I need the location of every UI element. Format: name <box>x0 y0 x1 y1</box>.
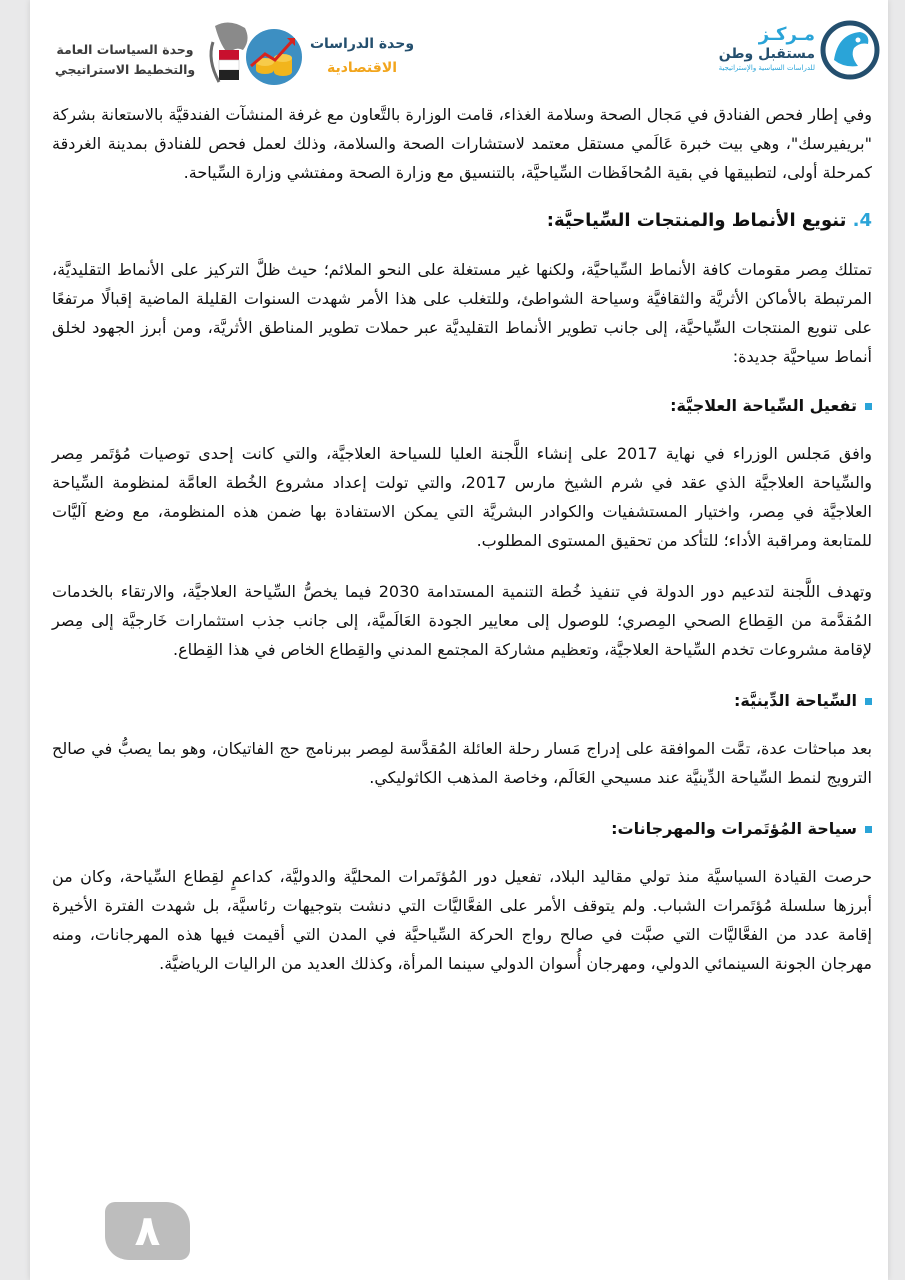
body-paragraph: حرصت القيادة السياسيَّة منذ تولي مقاليد البلاد، تفعيل دور المُؤتَمرات المحليَّة والدوليَّة، كداعمٍ لقِطاع السِّياحة، وكان من أبرزها سلسلة مُؤتَمرات الشباب. ولم يتوقف الأمر على الفعَّاليَّات التي دنشت بتوجيهات رئاسيَّة، بل شهدت الفترة الأخيرة إقامة عدد من الفعَّاليَّات التي صبَّت في صالح رواج الحركة السِّياحيَّة في المدن التي أقيمت فيها هذه المهرجانات، ومنه مهرجان الجونة السينمائي الدولي، ومهرجان أُسوان الدولي سينما المرأة، وكذلك العديد من الراليات الرياضيَّة. <box>52 867 872 973</box>
economic-unit-name-line2: الاقتصادية <box>326 60 398 76</box>
document-page <box>30 0 888 1280</box>
economic-unit-logo <box>245 28 420 88</box>
economic-unit-name-line1: وحدة الدراسات <box>309 36 415 52</box>
page-number-badge: ٨ <box>105 1202 190 1260</box>
center-name-markaz: مـركـز <box>758 24 815 45</box>
section-number: 4. <box>852 210 872 231</box>
falcon-mark-icon <box>820 20 880 80</box>
coins-growth-chart-icon <box>245 28 303 86</box>
square-bullet-icon <box>865 698 872 705</box>
subheading-text: سياحة المُؤتَمرات والمهرجانات: <box>611 819 857 838</box>
policy-unit-name-line1: وحدة السياسات العامة <box>56 42 194 57</box>
subheading-text: تفعيل السِّياحة العلاجيَّة: <box>670 396 857 415</box>
subheading <box>52 814 872 844</box>
policy-unit-name-line2: والتخطيط الاستراتيجي <box>54 62 196 77</box>
section-heading <box>52 205 872 237</box>
page-content <box>52 100 872 978</box>
center-logo <box>710 20 880 84</box>
center-name-main: مستقبل وطن <box>718 46 815 62</box>
policy-unit-logo <box>50 20 260 90</box>
body-paragraph: وفي إطار فحص الفنادق في مَجال الصحة وسلامة الغذاء، قامت الوزارة بالتَّعاون مع غرفة المنشآت الفندقيَّة بالاستعانة بشركة "بريفيرسك"، وهي بيت خبرة عَالَمي مستقل معتمد لاستشارات الصحة والسلامة، وذلك لعمل فحص للفنادق بمدينة الغردقة كمرحلة أولى، لتطبيقها في بقية المُحافَظات السِّياحيَّة، بالتنسيق مع وزارة الصحة ومفتشي وزارة السِّياحة. <box>52 105 872 182</box>
square-bullet-icon <box>865 403 872 410</box>
center-tagline: للدراسات السياسية والإستراتيجية <box>718 64 815 72</box>
body-paragraph: بعد مباحثات عدة، تمَّت الموافقة على إدراج مَسار رحلة العائلة المُقدَّسة لمِصر ببرنامج حج الفاتيكان، وهو بما يصبُّ في صالح الترويج لنمط السِّياحة الدِّينيَّة عند مسيحي العَالَم، وخاصة المذهب الكاثوليكي. <box>52 739 872 787</box>
body-paragraph: وافق مَجلس الوزراء في نهاية 2017 على إنشاء اللَّجنة العليا للسياحة العلاجيَّة، والتي كانت إحدى توصيات مُؤتَمر مِصر والسِّياحة العلاجيَّة الذي عقد في شرم الشيخ مارس 2017، والتي تولت إعداد مشروع الخُطة العامَّة لمنظومة السِّياحة العلاجيَّة في مِصر، واختيار المستشفيات والكوادر البشريَّة التي يمكن الاستفادة بها ضمن هذه المنظومة، مع وضع آليَّات للمتابعة ومراقبة الأداء؛ للتأكد من تحقيق المستوى المطلوب. <box>52 444 873 550</box>
body-paragraph: تمتلك مِصر مقومات كافة الأنماط السِّياحيَّة، ولكنها غير مستغلة على النحو الملائم؛ حيث ظلَّ التركيز على الأنماط التقليديَّة، المرتبطة بالأماكن الأثريَّة والثقافيَّة وسياحة الشواطئ، وللتغلب على هذا الأمر شهدت السنوات القليلة الماضية إقبالًا مرتفعًا على تنويع المنتجات السِّياحيَّة، إلى جانب تطوير الأنماط التقليديَّة عبر حملات تطوير المناطق الأثريَّة، ومن أبرز الجهود لخلق أنماط سياحيَّة جديدة: <box>52 260 872 366</box>
section-title: تنويع الأنماط والمنتجات السِّياحيَّة: <box>546 210 847 231</box>
subheading <box>52 391 872 421</box>
page-header <box>30 0 888 100</box>
subheading-text: السِّياحة الدِّينيَّة: <box>733 691 857 710</box>
body-paragraph: وتهدف اللَّجنة لتدعيم دور الدولة في تنفيذ خُطة التنمية المستدامة 2030 فيما يخصُّ السِّياحة العلاجيَّة، والارتقاء بالخدمات المُقدَّمة من القِطاع الصحي المِصري؛ للوصول إلى معايير الجودة العَالَميَّة، إلى جانب جذب استثمارات خَارجيَّة إلى مِصر لإقامة مشروعات تخدم السِّياحة العلاجيَّة، وتعظيم مشاركة المجتمع المدني والقِطاع الخاص في هذا القِطاع. <box>52 582 873 659</box>
subheading <box>52 686 872 716</box>
square-bullet-icon <box>865 826 872 833</box>
